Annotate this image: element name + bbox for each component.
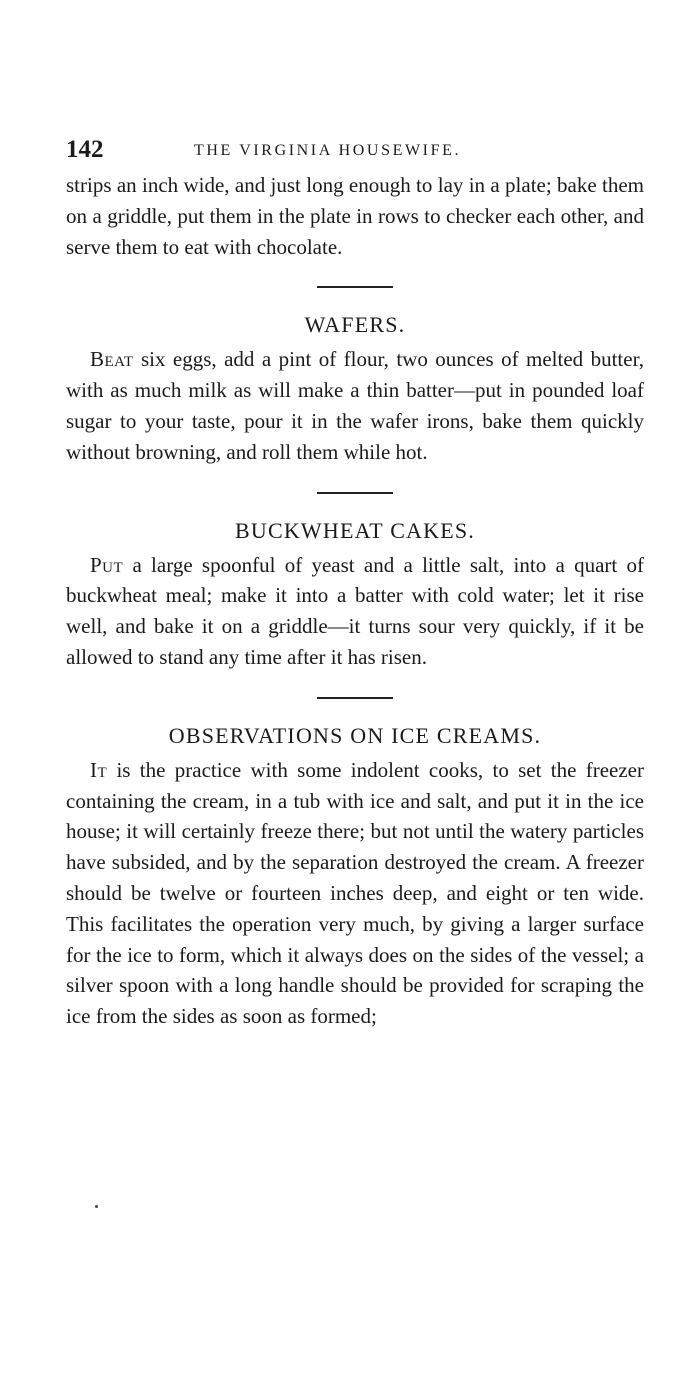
recipe-heading: BUCKWHEAT CAKES. [234, 517, 476, 543]
section-divider [317, 492, 393, 494]
recipe-text: a large spoonful of yeast and a little salt, into a quart of buckwheat meal; make it into a batter with cold water; let it rise well, and bake it on a griddle—it turns sour very quickly, if it be allowed to stand any time after it has risen. [66, 552, 644, 669]
recipe-body [66, 344, 644, 467]
section-divider [317, 697, 393, 699]
wafers-recipe [66, 310, 644, 467]
buckwheat-cakes-recipe [66, 516, 644, 673]
lead-word: It [90, 757, 108, 782]
ice-creams-observations [66, 721, 644, 1032]
recipe-text: is the practice with some indolent cooks, to set the freezer containing the cream, in a tub with ice and salt, and put it in the ice house; it will certainly freeze there; but not until the watery particles have subsided, and by the separation destroyed the cream. A freezer should be twelve or fourteen inches deep, and eight or ten wide. This facilitates the operation very much, by giving a larger surface for the ice to form, which it always does on the sides of the vessel; a silver spoon with a long handle should be provided for scraping the ice from the sides as soon as formed; [66, 757, 644, 1029]
recipe-body [66, 755, 644, 1032]
continued-paragraph: strips an inch wide, and just long enough to lay in a plate; bake them on a griddle, put them in the plate in rows to checker each other, and serve them to eat with chocolate. [66, 173, 644, 259]
book-page [66, 136, 644, 1032]
ink-speck [95, 1205, 98, 1208]
lead-word: Put [90, 552, 124, 577]
recipe-heading: WAFERS. [304, 312, 406, 338]
recipe-heading: OBSERVATIONS ON ICE CREAMS. [168, 722, 542, 748]
section-divider [317, 286, 393, 288]
lead-word: Beat [90, 347, 134, 372]
running-title: THE VIRGINIA HOUSEWIFE. [194, 142, 462, 159]
page-number: 142 [66, 136, 104, 163]
recipe-text: six eggs, add a pint of flour, two ounces of melted butter, with as much milk as will make a thin batter—put in pounded loaf sugar to your taste, pour it in the wafer irons, bake them quickly without browning, and roll them while hot. [66, 347, 644, 464]
running-header [66, 136, 644, 170]
recipe-body [66, 550, 644, 673]
